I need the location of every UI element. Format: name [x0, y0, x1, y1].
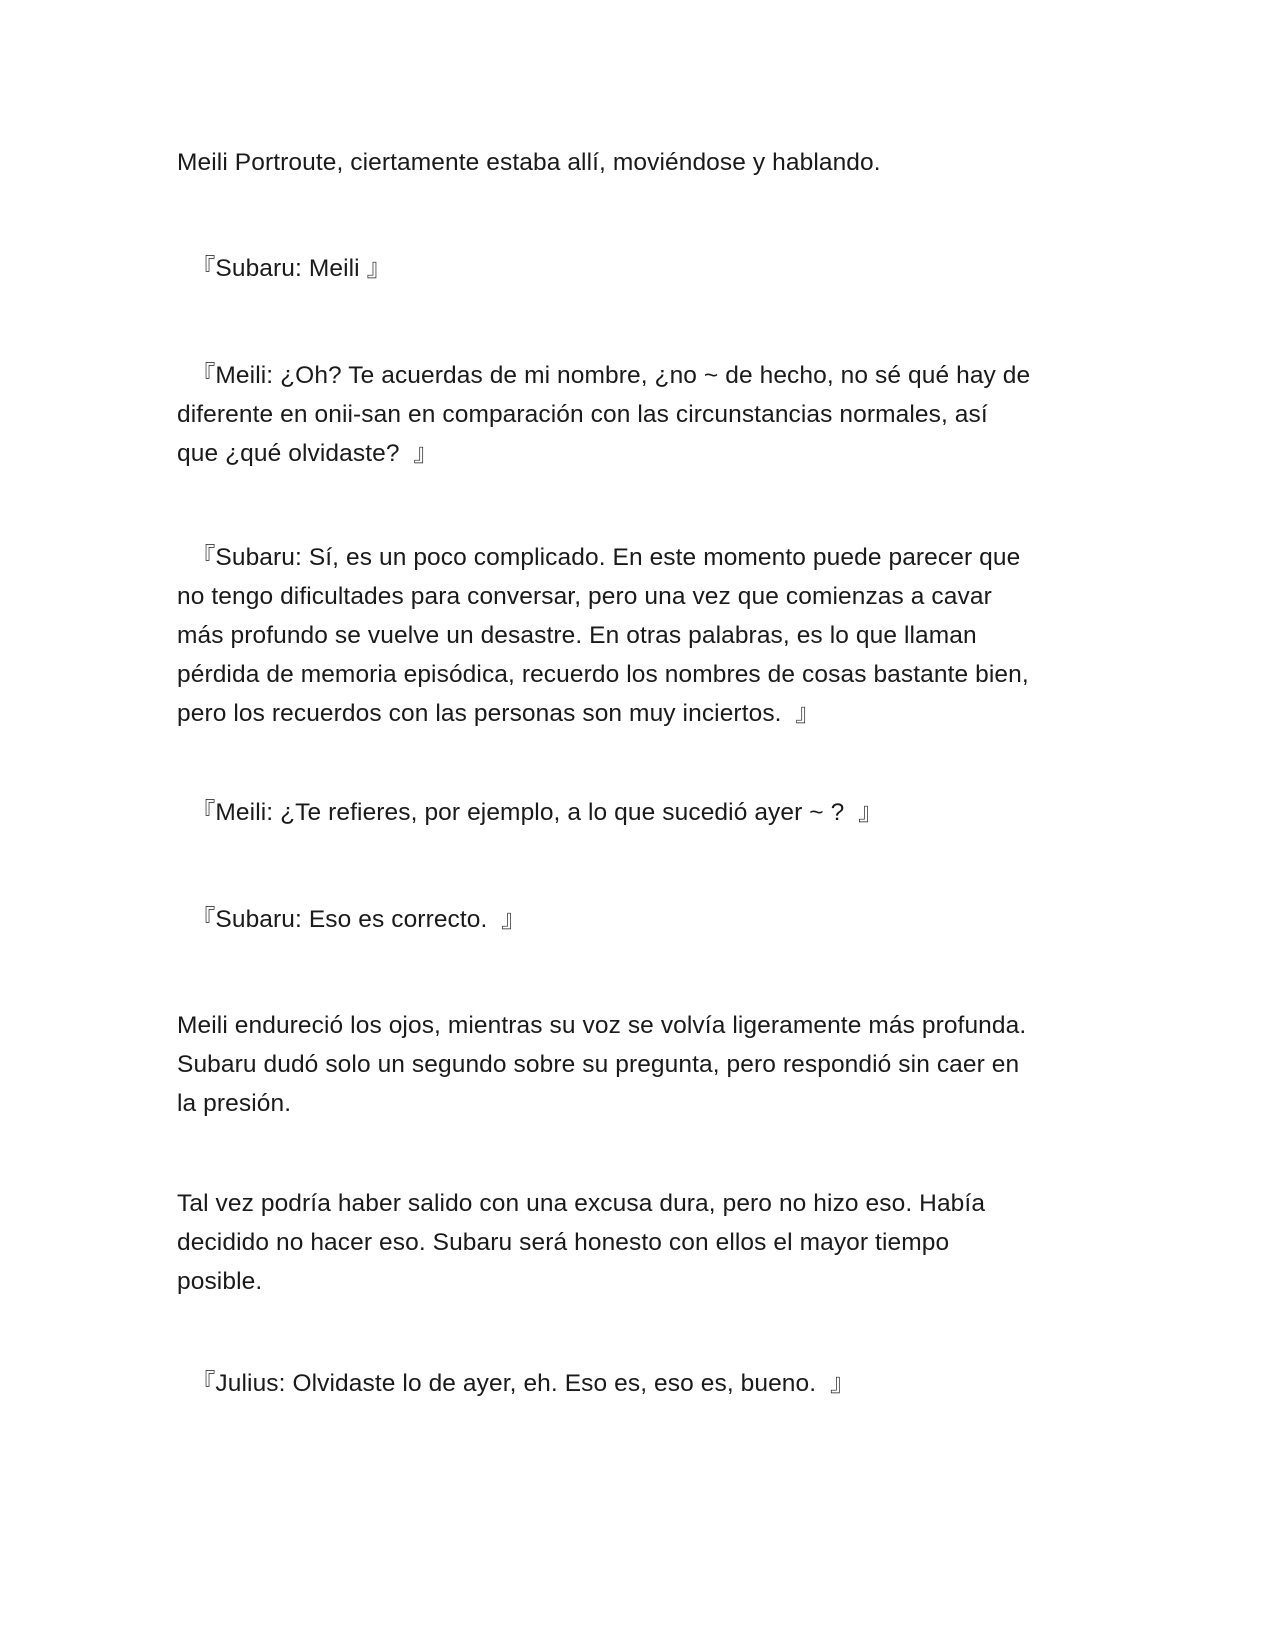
dialogue-paragraph: [177, 900, 1117, 939]
narration-paragraph: [177, 1006, 1117, 1123]
text-line: Meili endureció los ojos, mientras su voz se volvía ligeramente más profunda.: [177, 1012, 1027, 1039]
text-line: pero los recuerdos con las personas son muy inciertos. 』: [177, 700, 820, 727]
dialogue-paragraph: [177, 356, 1117, 473]
dialogue-paragraph: [177, 793, 1117, 832]
text-line: posible.: [177, 1268, 263, 1295]
dialogue-paragraph: [177, 249, 1117, 288]
text-line: 『Meili: ¿Te refieres, por ejemplo, a lo que sucedió ayer ~ ? 』: [177, 799, 883, 826]
text-line: 『Meili: ¿Oh? Te acuerdas de mi nombre, ¿no ~ de hecho, no sé qué hay de: [177, 362, 1031, 389]
text-line: decidido no hacer eso. Subaru será honesto con ellos el mayor tiempo: [177, 1229, 950, 1256]
text-line: 『Subaru: Meili 』: [177, 255, 392, 282]
text-line: Meili Portroute, ciertamente estaba allí, moviéndose y hablando.: [177, 149, 881, 176]
text-line: 『Subaru: Eso es correcto. 』: [177, 906, 526, 933]
text-line: 『Julius: Olvidaste lo de ayer, eh. Eso es, eso es, bueno. 』: [177, 1370, 855, 1397]
text-line: que ¿qué olvidaste? 』: [177, 440, 438, 467]
text-line: pérdida de memoria episódica, recuerdo los nombres de cosas bastante bien,: [177, 661, 1029, 688]
narration-paragraph: [177, 143, 1117, 182]
text-line: 『Subaru: Sí, es un poco complicado. En este momento puede parecer que: [177, 544, 1021, 571]
text-line: Tal vez podría haber salido con una excusa dura, pero no hizo eso. Había: [177, 1190, 986, 1217]
text-line: la presión.: [177, 1090, 292, 1117]
text-line: diferente en onii-san en comparación con las circunstancias normales, así: [177, 401, 988, 428]
dialogue-paragraph: [177, 1364, 1117, 1403]
narration-paragraph: [177, 1184, 1117, 1301]
dialogue-paragraph: [177, 538, 1117, 733]
text-line: Subaru dudó solo un segundo sobre su pregunta, pero respondió sin caer en: [177, 1051, 1020, 1078]
text-line: más profundo se vuelve un desastre. En otras palabras, es lo que llaman: [177, 622, 977, 649]
text-line: no tengo dificultades para conversar, pero una vez que comienzas a cavar: [177, 583, 992, 610]
